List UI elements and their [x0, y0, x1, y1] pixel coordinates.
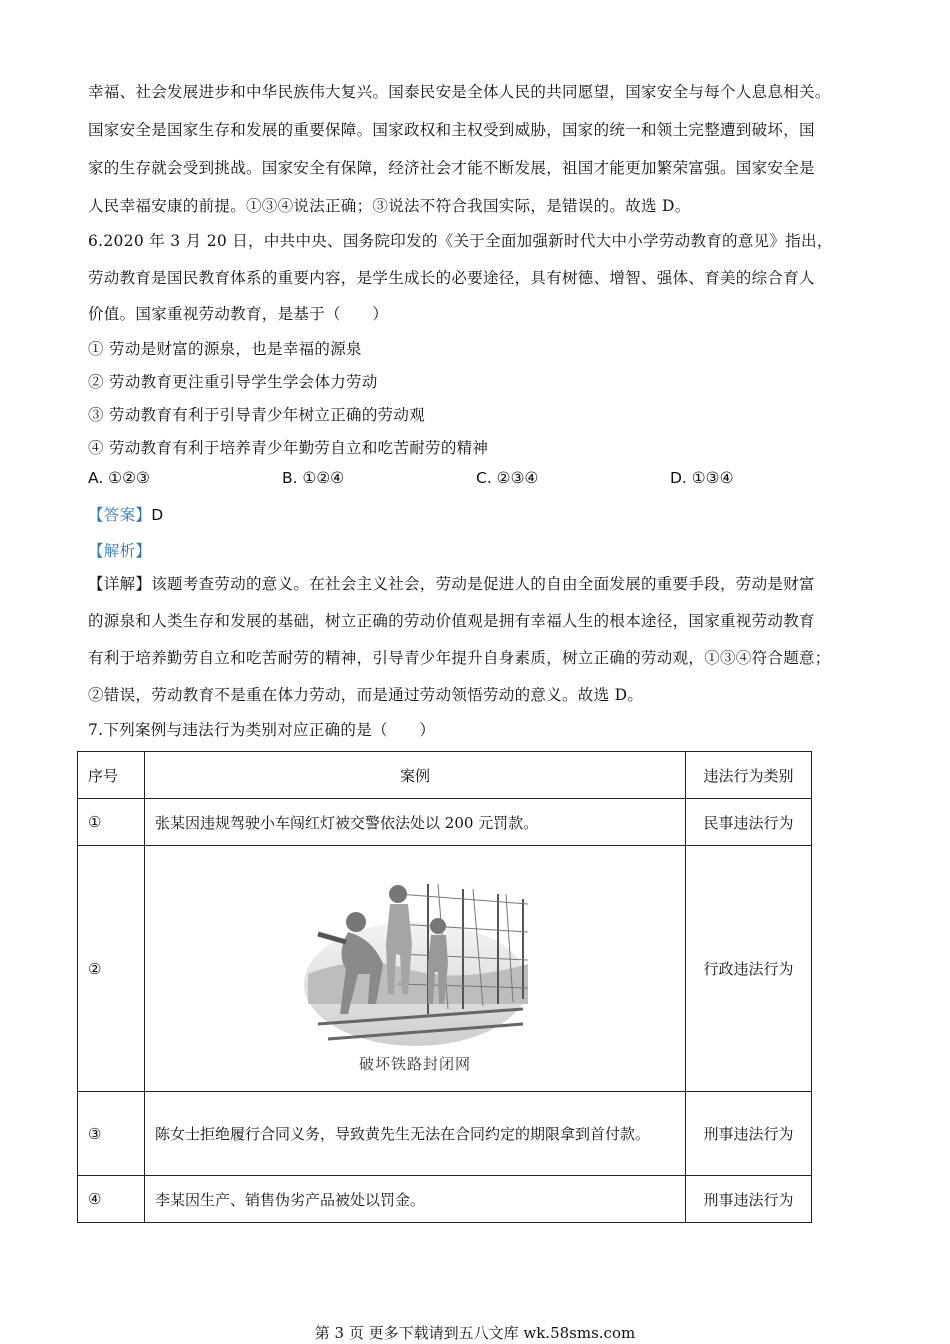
option-a: A. ①②③: [88, 469, 150, 487]
table-row: [78, 799, 812, 846]
statement-3: ③ 劳动教育有利于引导青少年树立正确的劳动观: [88, 406, 426, 424]
fence-illustration-icon: [298, 864, 533, 1049]
header-no: 序号: [78, 752, 145, 799]
detail-line: 的源泉和人类生存和发展的基础，树立正确的劳动价值观是拥有幸福人生的根本途径，国家重视劳动教育: [88, 612, 815, 630]
table-row: [78, 1092, 812, 1176]
page-footer: 第 3 页 更多下载请到五八文库 wk.58sms.com: [314, 1324, 636, 1342]
table-row: [78, 1176, 812, 1223]
question-6-stem: 价值。国家重视劳动教育，是基于（ ）: [88, 305, 389, 323]
paragraph-line: 幸福、社会发展进步和中华民族伟大复兴。国泰民安是全体人民的共同愿望，国家安全与每个人息息相关。: [88, 83, 831, 101]
illustration-caption: 破坏铁路封闭网: [358, 1054, 471, 1073]
row-case-image: [145, 846, 686, 1092]
question-6-stem: 6.2020 年 3 月 20 日，中共中央、国务院印发的《关于全面加强新时代大中小学劳动教育的意见》指出，: [88, 232, 833, 250]
table-row: [78, 846, 812, 1092]
case-table: [77, 751, 812, 1223]
row-category: 行政违法行为: [686, 846, 812, 1092]
question-7-stem: 7.下列案例与违法行为类别对应正确的是（ ）: [88, 721, 436, 739]
row-no: ③: [78, 1092, 145, 1176]
header-case: 案例: [145, 752, 686, 799]
statement-1: ① 劳动是财富的源泉，也是幸福的源泉: [88, 340, 362, 358]
statement-4: ④ 劳动教育有利于培养青少年勤劳自立和吃苦耐劳的精神: [88, 439, 489, 457]
table-header-row: [78, 752, 812, 799]
header-category: 违法行为类别: [686, 752, 812, 799]
paragraph-line: 人民幸福安康的前提。①③④说法正确；③说法不符合我国实际，是错误的。故选 D。: [88, 197, 691, 215]
row-no: ①: [78, 799, 145, 846]
option-c: C. ②③④: [476, 469, 539, 487]
statement-2: ② 劳动教育更注重引导学生学会体力劳动: [88, 373, 378, 391]
option-d: D. ①③④: [670, 469, 734, 487]
question-6-stem: 劳动教育是国民教育体系的重要内容，是学生成长的必要途径，具有树德、增智、强体、育美的综合育人: [88, 269, 815, 287]
detail-line: ②错误，劳动教育不是重在体力劳动，而是通过劳动领悟劳动的意义。故选 D。: [88, 686, 644, 704]
answer-row: [88, 503, 163, 525]
paragraph-line: 家的生存就会受到挑战。国家安全有保障，经济社会才能不断发展，祖国才能更加繁荣富强。国家安全是: [88, 159, 815, 177]
detail-text: 该题考查劳动的意义。在社会主义社会，劳动是促进人的自由全面发展的重要手段，劳动是财富: [151, 575, 815, 593]
paragraph-line: 国家安全是国家生存和发展的重要保障。国家政权和主权受到威胁，国家的统一和领土完整遭到破坏，国: [88, 121, 815, 139]
option-b: B. ①②④: [282, 469, 345, 487]
analysis-label: 【解析】: [88, 542, 152, 560]
detail-line: [88, 572, 815, 594]
answer-value: D: [151, 506, 164, 524]
row-category: 刑事违法行为: [686, 1176, 812, 1223]
row-case: 陈女士拒绝履行合同义务，导致黄先生无法在合同约定的期限拿到首付款。: [145, 1092, 686, 1176]
detail-line: 有利于培养勤劳自立和吃苦耐劳的精神，引导青少年提升自身素质，树立正确的劳动观，①③④符合题意；: [88, 649, 831, 667]
row-case: 张某因违规驾驶小车闯红灯被交警依法处以 200 元罚款。: [145, 799, 686, 846]
row-category: 刑事违法行为: [686, 1092, 812, 1176]
illustration: [298, 864, 533, 1074]
row-case: 李某因生产、销售伪劣产品被处以罚金。: [145, 1176, 686, 1223]
detail-label: 【详解】: [88, 575, 152, 593]
row-no: ②: [78, 846, 145, 1092]
answer-label: 【答案】: [88, 506, 152, 524]
row-category: 民事违法行为: [686, 799, 812, 846]
row-no: ④: [78, 1176, 145, 1223]
